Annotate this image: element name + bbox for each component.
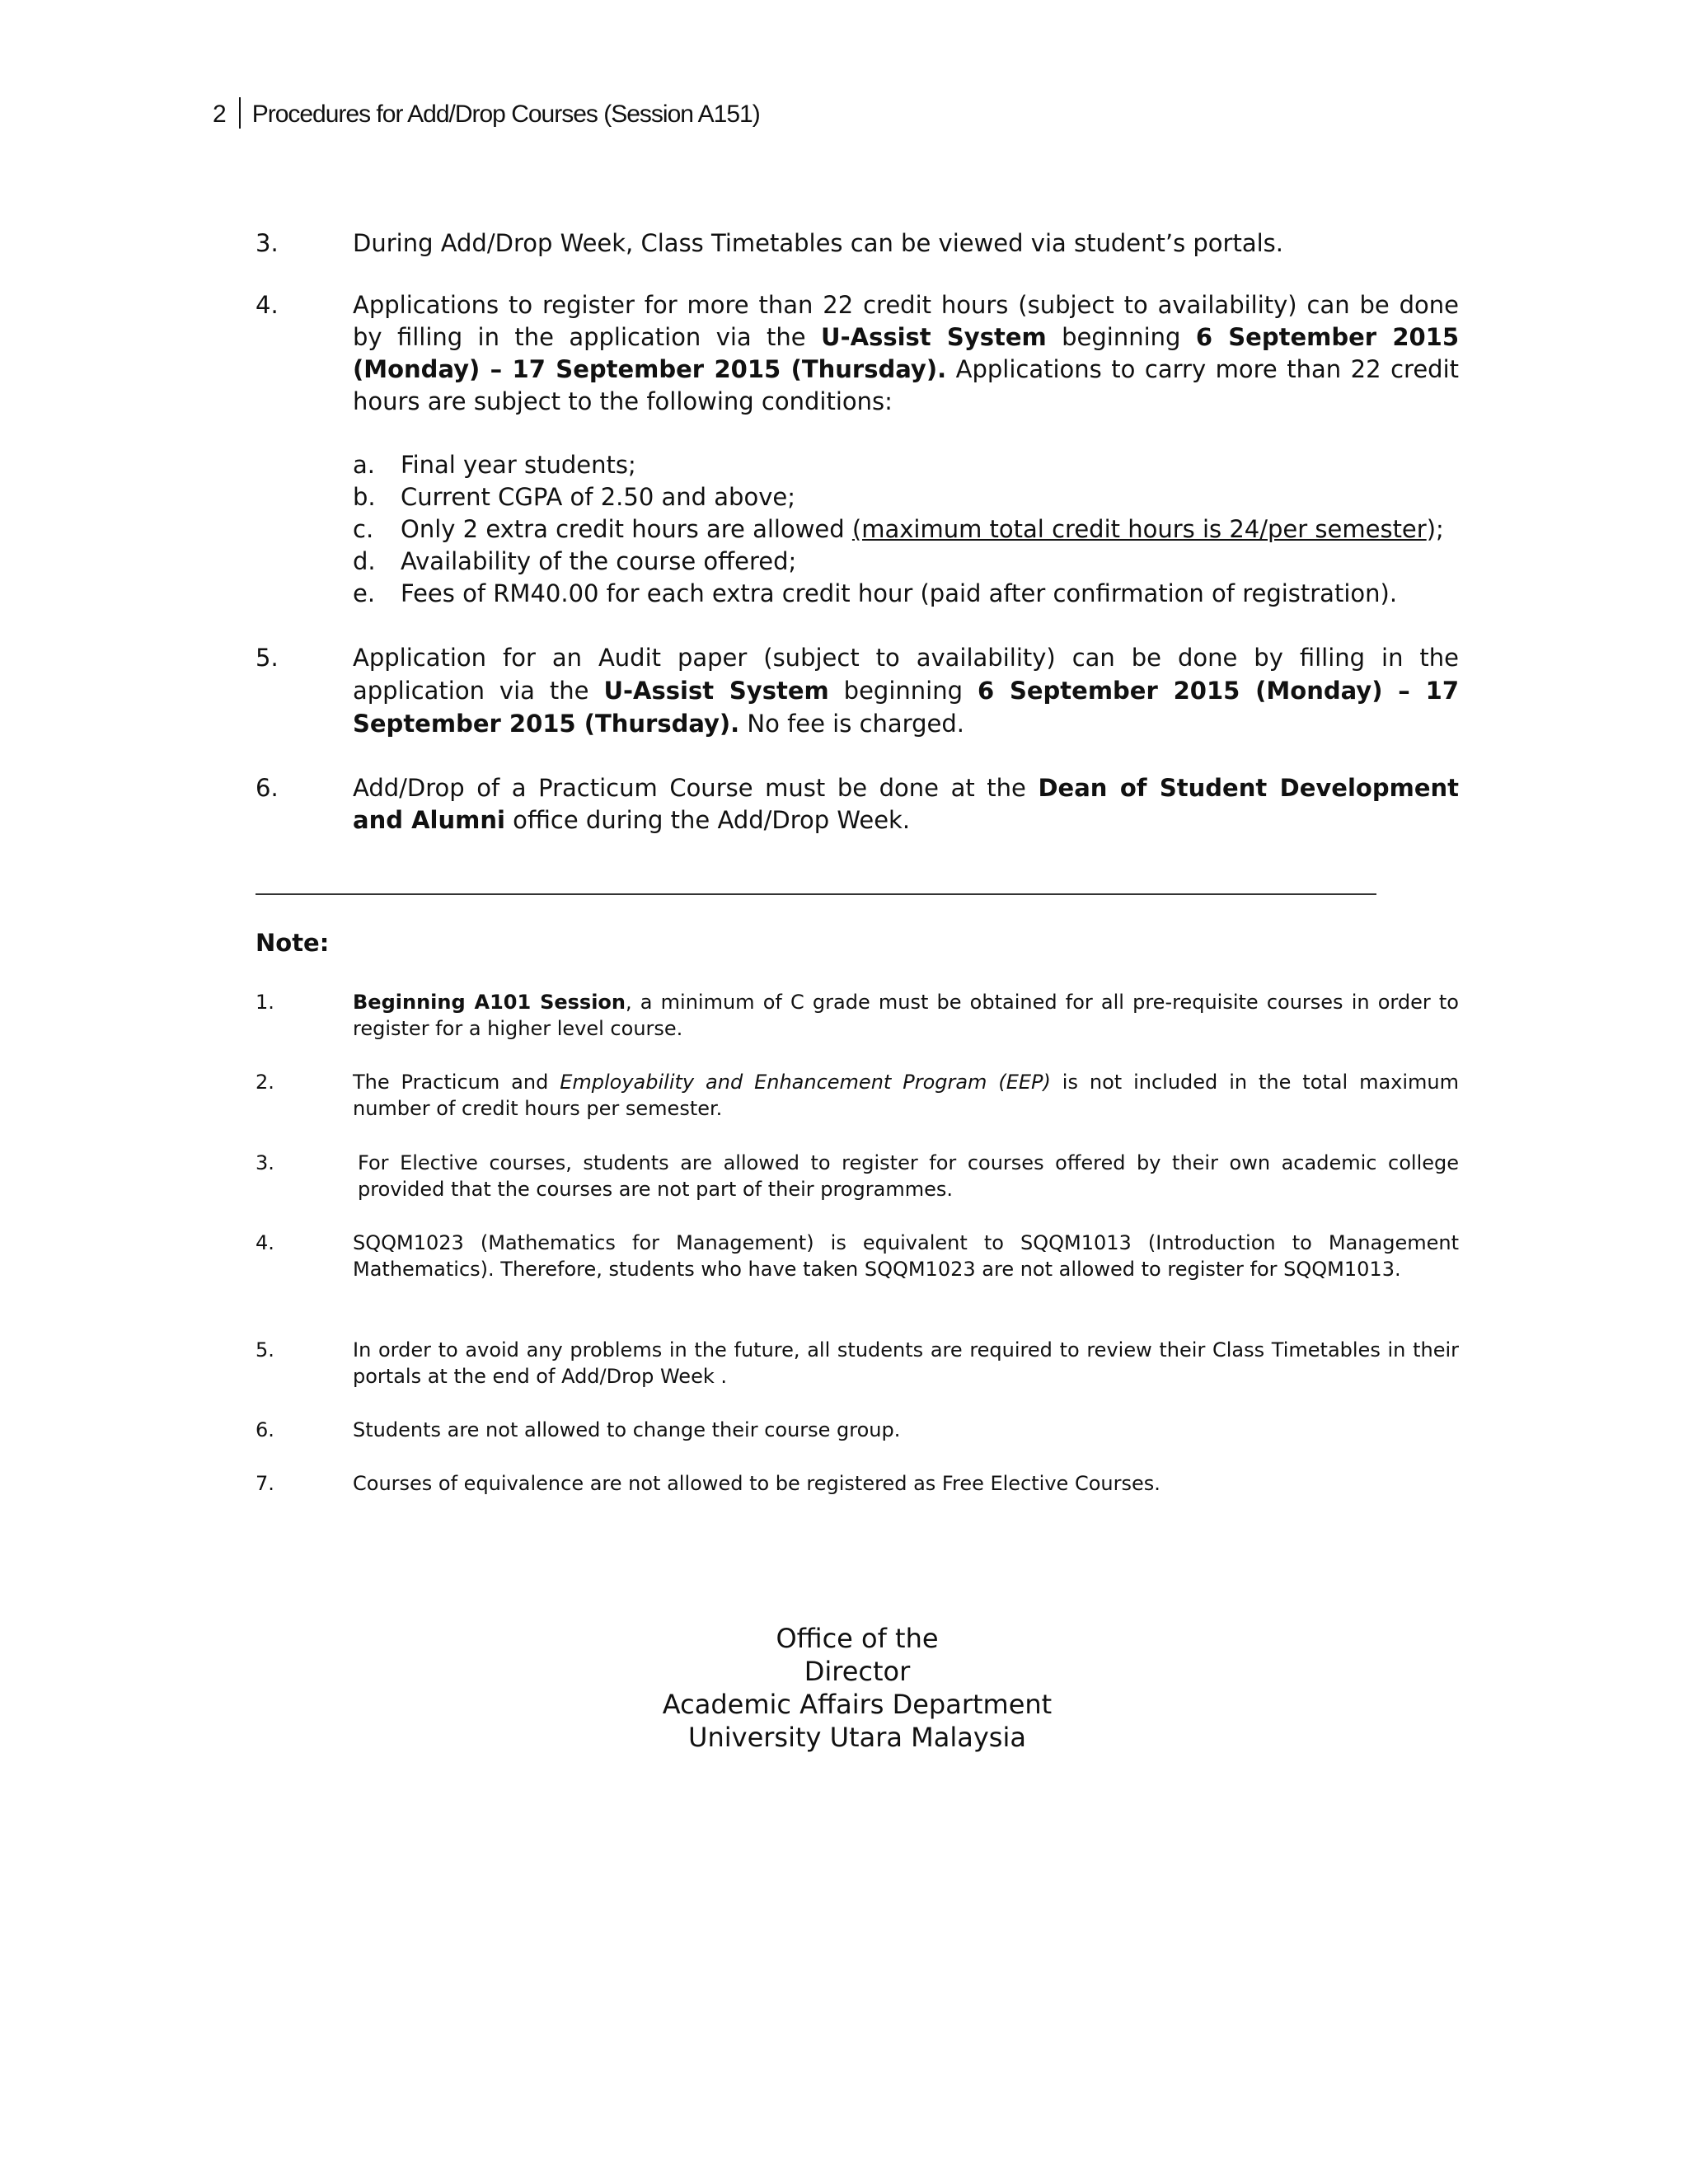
procedure-item-4 [256, 289, 1459, 418]
header-title: Procedures for Add/Drop Courses (Session A151) [251, 101, 760, 128]
note-item-5: 5. In order to avoid any problems in the future, all students are required to review their Class Timetables in their portals at the end of Add/Drop Week . [256, 1338, 1459, 1388]
item-number: 5. [256, 644, 279, 672]
system-name: U-Assist System [821, 323, 1047, 351]
procedure-item-3 [256, 227, 1459, 260]
item-text: Add/Drop of a Practicum Course must be done at the Dean of Student Development and Alumni office during the Add/Drop Week. [353, 774, 1459, 834]
signature-block [610, 1622, 1104, 1754]
signature-line: Academic Affairs Department [662, 1689, 1053, 1720]
note-item-3: 3. For Elective courses, students are allowed to register for courses offered by their own academic college provided that the courses are not part of their programmes. [256, 1151, 1459, 1201]
item-number: 4. [256, 291, 279, 319]
note-item-7: 7. Courses of equivalence are not allowed to be registered as Free Elective Courses. [256, 1472, 1160, 1495]
signature-line: University Utara Malaysia [688, 1722, 1026, 1753]
page-header [213, 97, 760, 131]
condition-item: b. Current CGPA of 2.50 and above; [353, 483, 795, 511]
note-item-1: 1. Beginning A101 Session, a minimum of C grade must be obtained for all pre-requisite courses in order to register for a higher level course. [256, 991, 1459, 1040]
condition-item: a. Final year students; [353, 451, 636, 479]
condition-item: d. Availability of the course offered; [353, 547, 797, 575]
procedure-item-5 [256, 641, 1459, 740]
note-heading: Note: [256, 929, 330, 957]
item-text: During Add/Drop Week, Class Timetables can be viewed via student’s portals. [353, 229, 1283, 257]
system-name: U-Assist System [603, 677, 829, 705]
max-credit-note: (maximum total credit hours is 24/per semester [851, 515, 1427, 543]
conditions-list [353, 449, 1507, 610]
date-range: 6 September 2015 (Monday) – 17 September 2015 (Thursday). [353, 323, 1460, 383]
signature-line: Office of the [776, 1623, 939, 1654]
note-item-6: 6. Students are not allowed to change their course group. [256, 1418, 901, 1441]
procedure-item-6 [256, 772, 1459, 837]
item-number: 6. [256, 774, 279, 802]
note-item-4: 4. SQQM1023 (Mathematics for Management) is equivalent to SQQM1013 (Introduction to Management Mathematics). Therefore, students who have taken SQQM1023 are not allowed to register for SQQM1013. [256, 1231, 1459, 1281]
item-text: Application for an Audit paper (subject to availability) can be done by filling in the application via the U-Assist System beginning 6 September 2015 (Monday) – 17 September 2015 (Thursday). No fee is charged. [353, 644, 1459, 738]
item-number: 3. [256, 229, 279, 257]
condition-item: e. Fees of RM40.00 for each extra credit hour (paid after confirmation of registration). [353, 579, 1398, 607]
note-item-2: 2. The Practicum and Employability and Enhancement Program (EEP) is not included in the total maximum number of credit hours per semester. [256, 1071, 1460, 1120]
condition-item: c. Only 2 extra credit hours are allowed (maximum total credit hours is 24/per semester); [353, 515, 1444, 543]
header-separator [239, 97, 241, 129]
signature-line: Director [804, 1656, 911, 1687]
item-text: Applications to register for more than 22 credit hours (subject to availability) can be done by filling in the application via the U-Assist System beginning 6 September 2015 (Monday) – 17 September 2015 (Thursday). Applications to carry more than 22 credit hours are subject to the following conditions: [353, 291, 1460, 415]
date-range: 6 September 2015 (Monday) – 17 September 2015 (Thursday). [353, 677, 1459, 738]
divider-line [256, 893, 1376, 895]
page-number: 2 [213, 101, 226, 128]
office-name: Dean of Student Development and Alumni [353, 774, 1459, 834]
